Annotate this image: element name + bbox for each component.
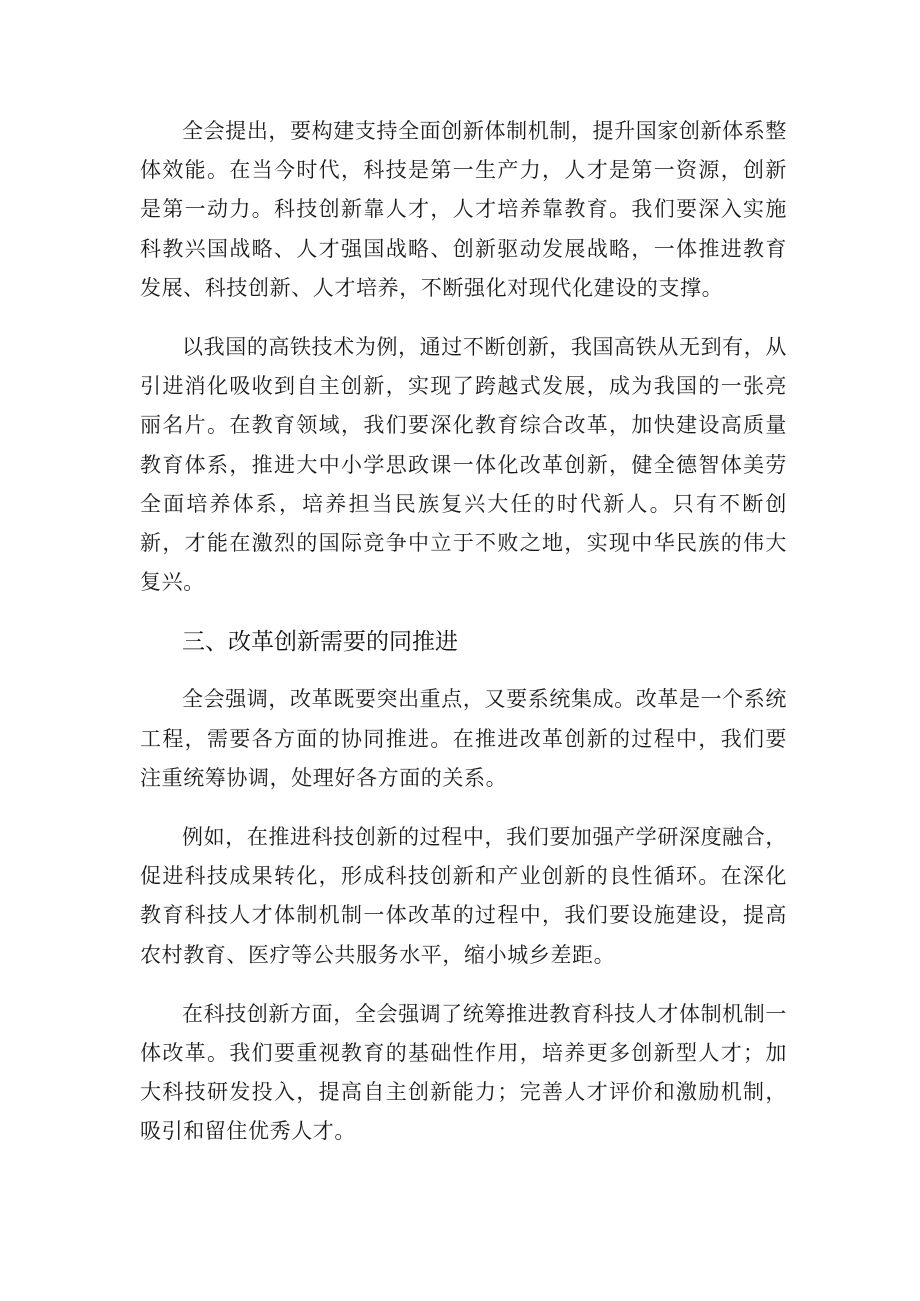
paragraph-innovation-system: 全会提出，要构建支持全面创新体制机制，提升国家创新体系整体效能。在当今时代，科技是第一生产力，人才是第一资源，创新是第一动力。科技创新靠人才，人才培养靠教育。我们要深入实施科教兴国战略、人才强国战略、创新驱动发展战略，一体推进教育发展、科技创新、人才培养，不断强化对现代化建设的支撑。 (140, 119, 787, 300)
section-heading: 三、改革创新需要的同推进 (182, 629, 458, 656)
paragraph-system-integration: 全会强调，改革既要突出重点，又要系统集成。改革是一个系统工程，需要各方面的协同推进。在推进改革创新的过程中，我们要注重统筹协调，处理好各方面的关系。 (140, 687, 787, 790)
paragraph-example-industry: 例如，在推进科技创新的过程中，我们要加强产学研深度融合，促进科技成果转化，形成科技创新和产业创新的良性循环。在深化教育科技人才体制机制一体改革的过程中，我们要设施建设，提高农村教育、医疗等公共服务水平，缩小城乡差距。 (140, 825, 787, 967)
paragraph-talent-reform: 在科技创新方面，全会强调了统筹推进教育科技人才体制机制一体改革。我们要重视教育的基础性作用，培养更多创新型人才；加大科技研发投入，提高自主创新能力；完善人才评价和激励机制，吸引和留住优秀人才。 (140, 1001, 787, 1144)
paragraph-high-speed-rail: 以我国的高铁技术为例，通过不断创新，我国高铁从无到有，从引进消化吸收到自主创新，实现了跨越式发展，成为我国的一张亮丽名片。在教育领域，我们要深化教育综合改革，加快建设高质量教育体系，推进大中小学思政课一体化改革创新，健全德智体美劳全面培养体系，培养担当民族复兴大任的时代新人。只有不断创新，才能在激烈的国际竞争中立于不败之地，实现中华民族的伟大复兴。 (140, 335, 787, 595)
document-body (140, 112, 787, 1172)
